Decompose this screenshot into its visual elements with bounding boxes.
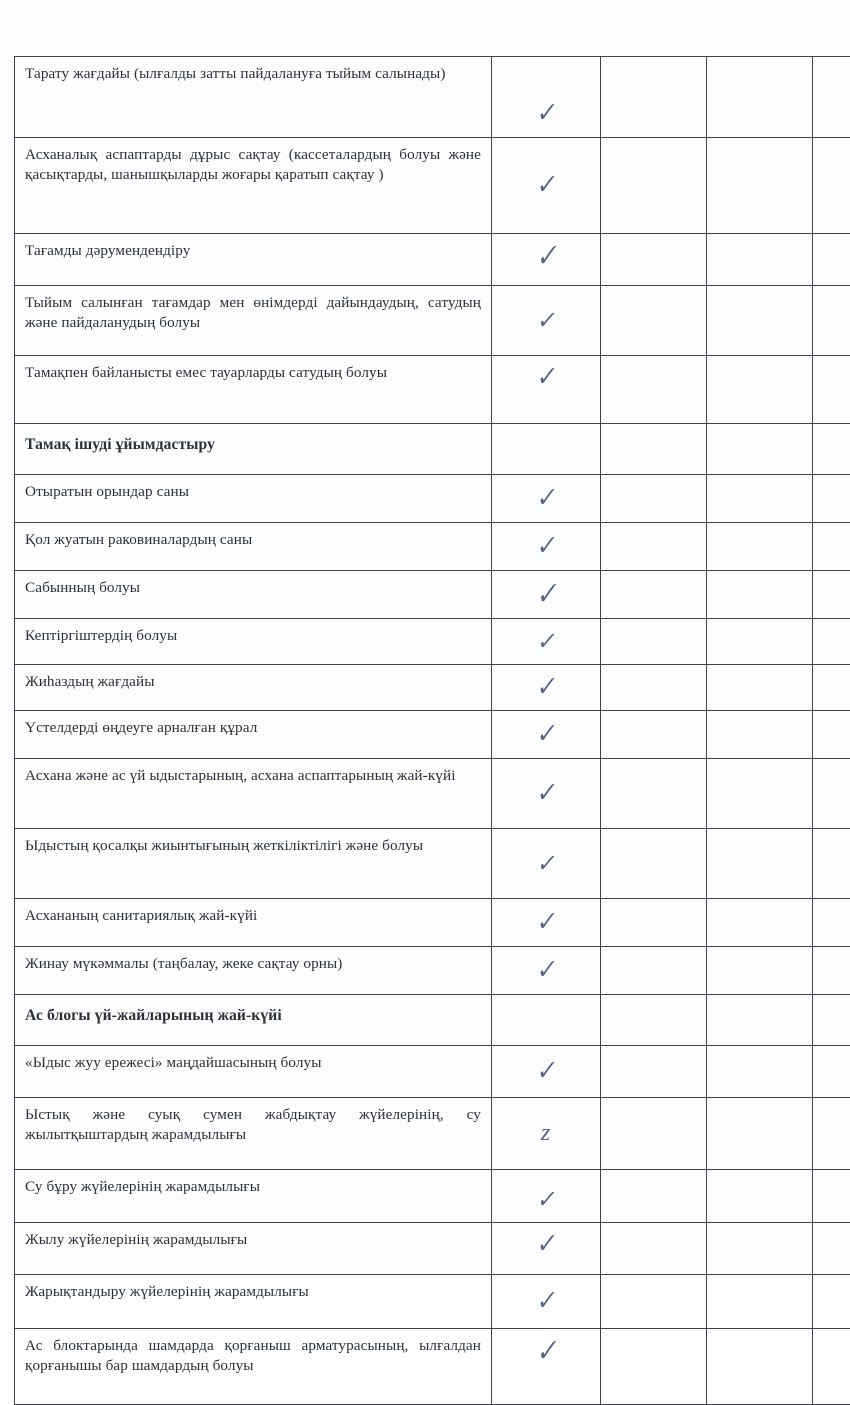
empty-cell-3[interactable] <box>813 286 850 356</box>
check-mark-icon: ✓ <box>534 779 558 807</box>
empty-cell-1[interactable] <box>601 665 707 711</box>
table-row <box>15 356 850 424</box>
item-label: Жиһаздың жағдайы <box>15 665 492 711</box>
item-label: Ыстық және суық сумен жабдықтау жүйелерінің, су жылытқыштардың жарамдылығы <box>15 1098 492 1170</box>
item-label: Сабынның болуы <box>15 571 492 619</box>
check-mark-icon: ✓ <box>534 100 558 128</box>
empty-cell-3[interactable] <box>813 1098 850 1170</box>
empty-cell-1[interactable] <box>601 1329 707 1405</box>
empty-cell-3[interactable] <box>813 759 850 829</box>
check-mark-cell[interactable] <box>492 759 601 829</box>
check-mark-cell[interactable] <box>492 1046 601 1098</box>
empty-cell-1[interactable] <box>601 1170 707 1223</box>
table-row <box>15 759 850 829</box>
empty-cell-3[interactable] <box>813 1170 850 1223</box>
table-row <box>15 619 850 665</box>
empty-cell-1[interactable] <box>601 356 707 424</box>
table-row <box>15 947 850 995</box>
check-mark-wrapper <box>502 1053 590 1089</box>
check-mark-cell[interactable] <box>492 665 601 711</box>
empty-cell-1[interactable] <box>601 286 707 356</box>
item-label: Су бұру жүйелерінің жарамдылығы <box>15 1170 492 1223</box>
item-label: Тағамды дәрумендендіру <box>15 234 492 286</box>
empty-cell-2[interactable] <box>707 947 813 995</box>
item-label: Тарату жағдайы (ылғалды затты пайдалануға тыйым салынады) <box>15 57 492 138</box>
check-mark-icon: ✓ <box>536 629 557 653</box>
check-mark-wrapper <box>502 145 590 225</box>
empty-cell-3[interactable] <box>813 1223 850 1275</box>
empty-cell-3[interactable] <box>813 234 850 286</box>
empty-cell-3[interactable] <box>813 57 850 138</box>
empty-cell-2[interactable] <box>707 899 813 947</box>
empty-cell-2[interactable] <box>707 995 813 1046</box>
table-row <box>15 829 850 899</box>
empty-cell-2[interactable] <box>707 356 813 424</box>
check-mark-wrapper <box>502 293 590 347</box>
empty-cell-1[interactable] <box>601 475 707 523</box>
check-mark-cell[interactable] <box>492 995 601 1046</box>
item-label: Асханалық аспаптарды дұрыс сақтау (кассеталардың болуы және қасықтарды, шанышқыларды жоғары қаратып сақтау ) <box>15 138 492 234</box>
checklist-table <box>14 56 850 1405</box>
check-mark-cell[interactable] <box>492 571 601 619</box>
empty-cell-1[interactable] <box>601 619 707 665</box>
check-mark-wrapper <box>502 672 590 702</box>
check-mark-icon: ✓ <box>534 1287 558 1315</box>
table-row <box>15 1098 850 1170</box>
table-row <box>15 138 850 234</box>
check-mark-cell[interactable] <box>492 424 601 475</box>
check-mark-icon: ✓ <box>533 578 558 610</box>
check-mark-wrapper <box>502 954 590 986</box>
check-mark-wrapper <box>502 718 590 750</box>
check-mark-icon: ✓ <box>534 532 558 560</box>
empty-cell-1[interactable] <box>601 1098 707 1170</box>
check-mark-wrapper <box>502 1105 590 1161</box>
empty-cell-1[interactable] <box>601 138 707 234</box>
check-mark-cell[interactable] <box>492 1223 601 1275</box>
table-row <box>15 899 850 947</box>
checklist-sheet <box>14 56 814 1405</box>
check-mark-icon: ✓ <box>534 1057 558 1085</box>
empty-cell-3[interactable] <box>813 523 850 571</box>
empty-cell-1[interactable] <box>601 424 707 475</box>
item-label: Тыйым салынған тағамдар мен өнімдерді дайындаудың, сатудың және пайдаланудың болуы <box>15 286 492 356</box>
empty-cell-2[interactable] <box>707 138 813 234</box>
item-label: Жинау мүкәммалы (таңбалау, жеке сақтау орны) <box>15 947 492 995</box>
section-label: Ас блогы үй-жайларының жай-күйі <box>15 995 492 1046</box>
check-mark-wrapper <box>502 482 590 514</box>
empty-cell-2[interactable] <box>707 523 813 571</box>
empty-cell-3[interactable] <box>813 138 850 234</box>
checklist-body <box>15 57 850 1405</box>
check-mark-wrapper <box>502 578 590 610</box>
empty-cell-3[interactable] <box>813 1046 850 1098</box>
empty-cell-2[interactable] <box>707 619 813 665</box>
check-mark-icon: ✓ <box>534 956 558 984</box>
table-row <box>15 234 850 286</box>
check-mark-icon: ✓ <box>534 1231 558 1259</box>
table-row <box>15 665 850 711</box>
table-row <box>15 1170 850 1223</box>
empty-cell-2[interactable] <box>707 1098 813 1170</box>
item-label: Тамақпен байланысты емес тауарларды сатудың болуы <box>15 356 492 424</box>
check-mark-cell[interactable] <box>492 286 601 356</box>
check-mark-icon: ✓ <box>536 851 557 875</box>
empty-cell-1[interactable] <box>601 1275 707 1329</box>
check-mark-cell[interactable] <box>492 234 601 286</box>
check-mark-icon: ✓ <box>536 308 557 332</box>
empty-cell-1[interactable] <box>601 995 707 1046</box>
check-mark-cell[interactable] <box>492 475 601 523</box>
check-mark-wrapper <box>502 906 590 938</box>
table-row <box>15 286 850 356</box>
table-row <box>15 1329 850 1405</box>
empty-cell-2[interactable] <box>707 1275 813 1329</box>
check-mark-cell[interactable] <box>492 899 601 947</box>
empty-cell-3[interactable] <box>813 475 850 523</box>
empty-cell-1[interactable] <box>601 571 707 619</box>
empty-cell-3[interactable] <box>813 829 850 899</box>
empty-cell-1[interactable] <box>601 234 707 286</box>
item-label: Жылу жүйелерінің жарамдылығы <box>15 1223 492 1275</box>
empty-cell-3[interactable] <box>813 571 850 619</box>
check-mark-icon: ✓ <box>536 1187 557 1211</box>
item-label: Ыдыстың қосалқы жиынтығының жеткіліктілігі және болуы <box>15 829 492 899</box>
check-mark-icon: ✓ <box>534 908 558 936</box>
empty-cell-1[interactable] <box>601 523 707 571</box>
empty-cell-3[interactable] <box>813 995 850 1046</box>
empty-cell-1[interactable] <box>601 947 707 995</box>
check-mark-icon: ✓ <box>534 364 558 392</box>
check-mark-wrapper <box>502 1177 590 1214</box>
empty-cell-2[interactable] <box>707 1223 813 1275</box>
empty-cell-3[interactable] <box>813 899 850 947</box>
table-row <box>15 711 850 759</box>
item-label: Асхана және ас үй ыдыстарының, асхана аспаптарының жай-күйі <box>15 759 492 829</box>
item-label: Ас блоктарында шамдарда қорғаныш арматурасының, ылғалдан қорғанышы бар шамдардың болуы <box>15 1329 492 1405</box>
check-mark-cell[interactable] <box>492 1170 601 1223</box>
check-mark-wrapper <box>502 1282 590 1320</box>
table-row <box>15 57 850 138</box>
empty-cell-3[interactable] <box>813 711 850 759</box>
empty-cell-1[interactable] <box>601 57 707 138</box>
section-label: Тамақ ішуді ұйымдастыру <box>15 424 492 475</box>
check-mark-wrapper <box>502 766 590 820</box>
check-mark-icon: ✓ <box>533 241 558 273</box>
check-mark-wrapper <box>502 363 590 415</box>
empty-cell-1[interactable] <box>601 1223 707 1275</box>
item-label: Жарықтандыру жүйелерінің жарамдылығы <box>15 1275 492 1329</box>
empty-cell-1[interactable] <box>601 829 707 899</box>
check-mark-icon: ✓ <box>533 1336 558 1368</box>
empty-cell-3[interactable] <box>813 424 850 475</box>
item-label: Қол жуатын раковиналардың саны <box>15 523 492 571</box>
check-mark-cell[interactable] <box>492 1098 601 1170</box>
empty-cell-1[interactable] <box>601 711 707 759</box>
table-row <box>15 1275 850 1329</box>
empty-cell-2[interactable] <box>707 286 813 356</box>
check-mark-cell[interactable] <box>492 1275 601 1329</box>
table-row <box>15 523 850 571</box>
check-mark-cell[interactable] <box>492 829 601 899</box>
item-label: Асхананың санитариялық жай-күйі <box>15 899 492 947</box>
check-mark-wrapper <box>502 1336 590 1396</box>
empty-cell-3[interactable] <box>813 947 850 995</box>
table-row <box>15 1223 850 1275</box>
check-mark-cell[interactable] <box>492 138 601 234</box>
check-mark-wrapper <box>502 836 590 890</box>
empty-cell-3[interactable] <box>813 619 850 665</box>
empty-cell-2[interactable] <box>707 711 813 759</box>
item-label: Отыратын орындар саны <box>15 475 492 523</box>
empty-cell-2[interactable] <box>707 57 813 138</box>
empty-cell-1[interactable] <box>601 759 707 829</box>
empty-cell-1[interactable] <box>601 899 707 947</box>
empty-cell-3[interactable] <box>813 665 850 711</box>
check-mark-cell[interactable] <box>492 619 601 665</box>
empty-cell-3[interactable] <box>813 1329 850 1405</box>
check-mark-cell[interactable] <box>492 57 601 138</box>
check-mark-icon: ✓ <box>534 673 558 701</box>
check-mark-cell[interactable] <box>492 947 601 995</box>
check-mark-icon: ✓ <box>534 484 558 512</box>
empty-cell-3[interactable] <box>813 356 850 424</box>
check-mark-wrapper <box>502 241 590 277</box>
check-mark-cell[interactable] <box>492 523 601 571</box>
check-mark-cell[interactable] <box>492 1329 601 1405</box>
item-label: Үстелдерді өңдеуге арналған құрал <box>15 711 492 759</box>
check-mark-icon: ✓ <box>534 720 558 748</box>
check-mark-cell[interactable] <box>492 711 601 759</box>
empty-cell-2[interactable] <box>707 829 813 899</box>
empty-cell-2[interactable] <box>707 1170 813 1223</box>
item-label: «Ыдыс жуу ережесі» маңдайшасының болуы <box>15 1046 492 1098</box>
check-mark-wrapper <box>502 530 590 562</box>
check-mark-icon: z <box>541 1121 551 1145</box>
check-mark-cell[interactable] <box>492 356 601 424</box>
section-row <box>15 995 850 1046</box>
empty-cell-3[interactable] <box>813 1275 850 1329</box>
item-label: Кептіргіштердің болуы <box>15 619 492 665</box>
section-row <box>15 424 850 475</box>
empty-cell-1[interactable] <box>601 1046 707 1098</box>
empty-cell-2[interactable] <box>707 1329 813 1405</box>
check-mark-icon: ✓ <box>534 171 558 199</box>
empty-cell-2[interactable] <box>707 571 813 619</box>
check-mark-wrapper <box>502 1230 590 1266</box>
empty-cell-2[interactable] <box>707 475 813 523</box>
check-mark-wrapper <box>502 64 590 129</box>
empty-cell-2[interactable] <box>707 759 813 829</box>
empty-cell-2[interactable] <box>707 1046 813 1098</box>
table-row <box>15 571 850 619</box>
empty-cell-2[interactable] <box>707 665 813 711</box>
check-mark-wrapper <box>502 626 590 656</box>
empty-cell-2[interactable] <box>707 234 813 286</box>
table-row <box>15 1046 850 1098</box>
empty-cell-2[interactable] <box>707 424 813 475</box>
table-row <box>15 475 850 523</box>
